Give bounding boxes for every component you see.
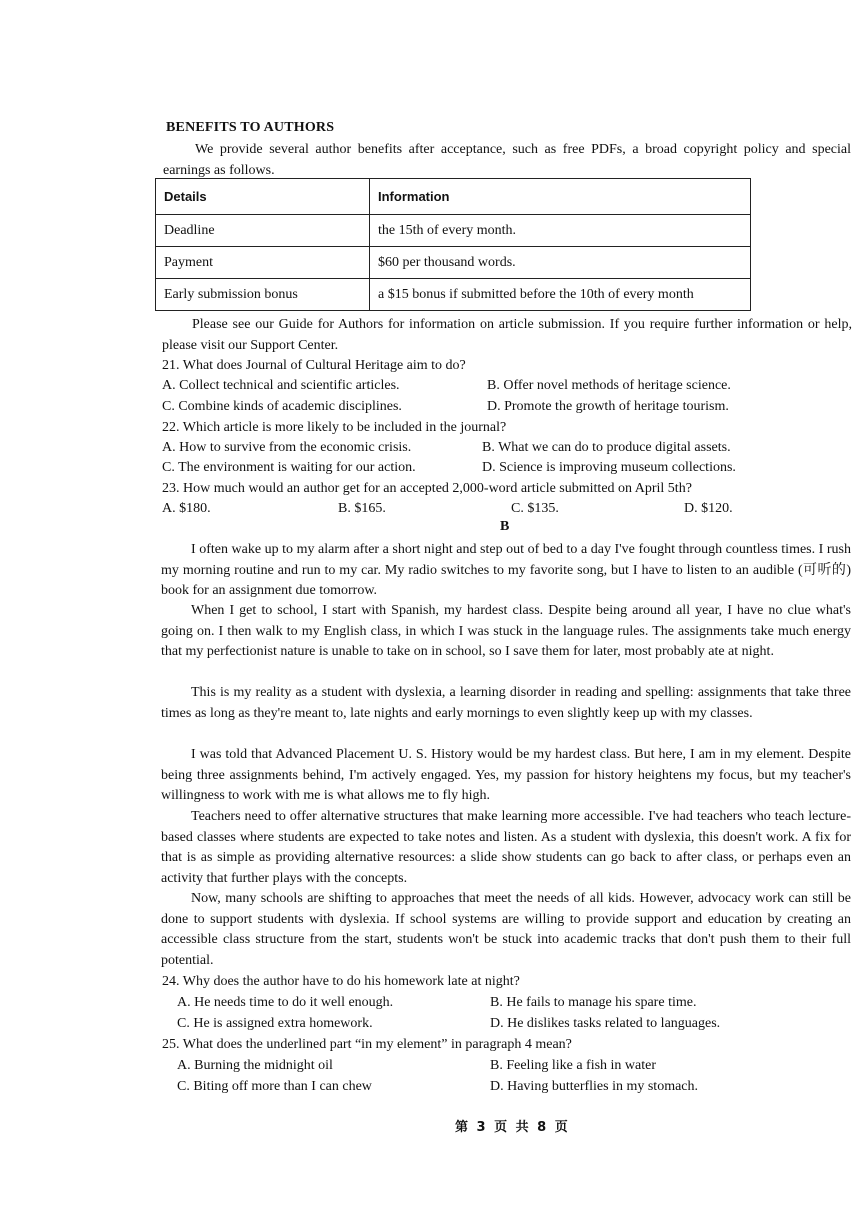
table-row <box>156 215 751 247</box>
table-row <box>156 247 751 279</box>
passage-paragraph: Teachers need to offer alternative structures that make learning more accessible. I've had teachers who teach lecture-based classes where students are expected to take notes and listen. As a student with dyslexia, this doesn't work. A fix for that is as simple as providing alternative resources: a slide show students can go back to after class, or perhaps even an activity that further plays with the concepts. <box>161 809 851 886</box>
table-cell: Deadline <box>156 215 370 247</box>
question-option: A. How to survive from the economic crisis. <box>162 440 412 455</box>
question-option: B. He fails to manage his spare time. <box>490 995 697 1010</box>
passage-paragraph: This is my reality as a student with dyslexia, a learning disorder in reading and spelling: assignments that take three times as long as they're meant to, late nights and early mornings to even slightly keep up with my classes. <box>161 685 851 721</box>
table-cell: Early submission bonus <box>156 279 370 311</box>
passage-paragraph: I was told that Advanced Placement U. S. History would be my hardest class. But here, I am in my element. Despite being three assignments behind, I'm actively engaged. Yes, my passion for history heightens my focus, but my teacher's willingness to work with me is what allows me to fly high. <box>161 747 851 803</box>
question-option: B. What we can do to produce digital assets. <box>482 440 731 455</box>
question-option: D. Having butterflies in my stomach. <box>490 1079 699 1094</box>
benefits-intro: We provide several author benefits after acceptance, such as free PDFs, a broad copyright policy and special earnings as follows. <box>163 142 851 178</box>
table-header-cell: Details <box>156 179 370 215</box>
question-option: A. $180. <box>162 501 211 516</box>
question-option: A. He needs time to do it well enough. <box>177 995 394 1010</box>
question-option: D. $120. <box>684 501 733 516</box>
question-stem: 22. Which article is more likely to be included in the journal? <box>162 420 507 435</box>
table-cell: a $15 bonus if submitted before the 10th of every month <box>370 279 751 311</box>
question-option: A. Burning the midnight oil <box>177 1058 333 1073</box>
question-option: D. Promote the growth of heritage tourism. <box>487 399 729 414</box>
question-option: B. Feeling like a fish in water <box>490 1058 657 1073</box>
question-option: B. Offer novel methods of heritage science. <box>487 378 731 393</box>
table-cell: Payment <box>156 247 370 279</box>
question-option: D. Science is improving museum collections. <box>482 460 736 475</box>
benefits-table <box>155 178 751 311</box>
question-stem: 21. What does Journal of Cultural Heritage aim to do? <box>162 358 466 373</box>
question-option: A. Collect technical and scientific articles. <box>162 378 400 393</box>
table-header-row <box>156 179 751 215</box>
question-option: C. The environment is waiting for our action. <box>162 460 416 475</box>
page-number: 第 3 页 共 8 页 <box>455 1120 570 1135</box>
table-cell: $60 per thousand words. <box>370 247 751 279</box>
passage-paragraph: When I get to school, I start with Spanish, my hardest class. Despite being around all year, I have no clue what's going on. I then walk to my English class, in which I was stuck in the language rules. The assignments take much energy that my perfectionist nature is unable to take on in school, so I save them for later, most probably ate at night. <box>161 603 851 659</box>
table-header-cell: Information <box>370 179 751 215</box>
question-option: C. $135. <box>511 501 559 516</box>
table-cell: the 15th of every month. <box>370 215 751 247</box>
question-option: B. $165. <box>338 501 386 516</box>
guide-note: Please see our Guide for Authors for information on article submission. If you require further information or help, please visit our Support Center. <box>162 317 852 353</box>
question-option: C. Combine kinds of academic disciplines. <box>162 399 402 414</box>
question-option: C. Biting off more than I can chew <box>177 1079 372 1094</box>
section-title: BENEFITS TO AUTHORS <box>166 120 335 135</box>
passage-paragraph: I often wake up to my alarm after a short night and step out of bed to a day I've fought through countless times. I rush my morning routine and run to my car. My radio switches to my favorite song, but I have to listen to an audible (可听的) book for an assignment due tomorrow. <box>161 542 851 598</box>
question-option: D. He dislikes tasks related to languages. <box>490 1016 721 1031</box>
table-row <box>156 279 751 311</box>
question-stem: 24. Why does the author have to do his homework late at night? <box>162 974 520 989</box>
question-stem: 25. What does the underlined part “in my element” in paragraph 4 mean? <box>162 1037 572 1052</box>
question-stem: 23. How much would an author get for an accepted 2,000-word article submitted on April 5th? <box>162 481 692 496</box>
question-option: C. He is assigned extra homework. <box>177 1016 373 1031</box>
passage-label: B <box>500 519 510 534</box>
passage-paragraph: Now, many schools are shifting to approaches that meet the needs of all kids. However, advocacy work can still be done to support students with dyslexia. If school systems are willing to provide support and education by creating an accessible class structure from the start, students won't be stuck into academic tracks that don't push them to their full potential. <box>161 891 851 968</box>
